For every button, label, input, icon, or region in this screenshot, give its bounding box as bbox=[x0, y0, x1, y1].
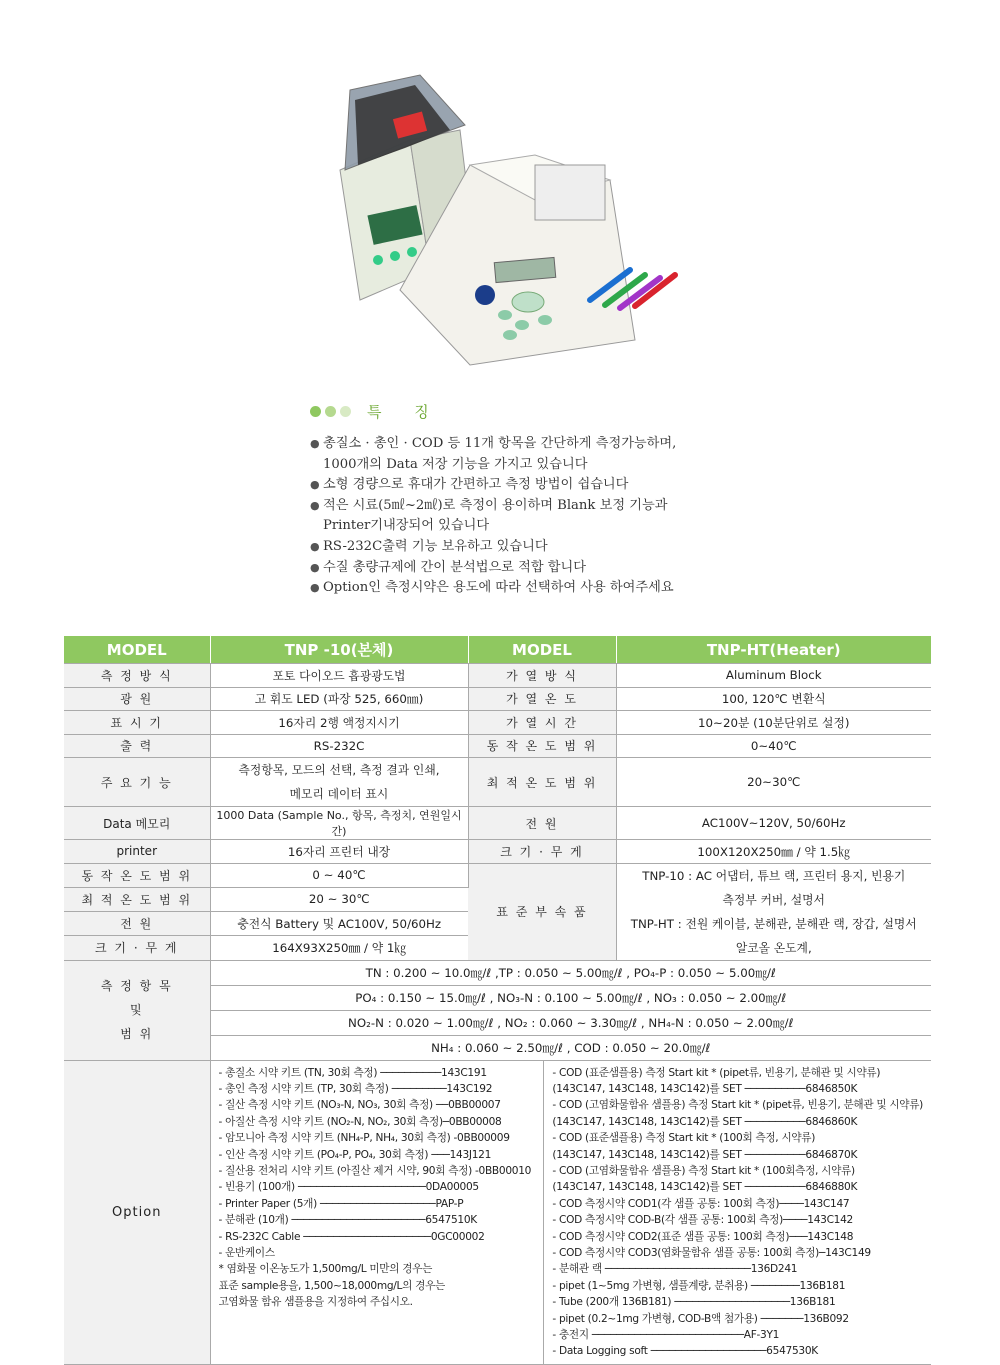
measure-label bbox=[64, 960, 210, 1060]
spec-key: printer bbox=[64, 840, 210, 864]
spec-key: 출 력 bbox=[64, 734, 210, 758]
option-item: (143C147, 143C148, 143C142)를 SET ──────────6846850K bbox=[552, 1082, 858, 1095]
spec-value: Aluminum Block bbox=[616, 664, 931, 688]
option-item: - 분해관 랙 ────────────────────────136D241 bbox=[552, 1263, 798, 1276]
spec-key: 크 기 · 무 게 bbox=[468, 840, 616, 864]
option-item: - COD 측정시약 COD1(각 샘플 공통: 100회 측정)────143C147 bbox=[552, 1197, 850, 1210]
spec-value: 고 휘도 LED (파장 525, 660㎚) bbox=[210, 687, 468, 711]
option-item: - RS-232C Cable ─────────────────────0GC00002 bbox=[218, 1230, 485, 1243]
features-title: 특 징 bbox=[367, 402, 443, 421]
measure-line: TN : 0.200 ~ 10.0㎎/ℓ ,TP : 0.050 ~ 5.00㎎/ℓ , PO₄-P : 0.050 ~ 5.00㎎/ℓ bbox=[211, 961, 932, 986]
option-item: - COD 측정시약 COD-B(각 샘플 공통: 100회 측정)────143C142 bbox=[552, 1214, 853, 1227]
bullet-dot-icon bbox=[340, 406, 351, 417]
accessory-line: TNP-HT : 전원 케이블, 분해관, 분해관 랙, 장갑, 설명서 bbox=[630, 916, 917, 931]
model-label: MODEL bbox=[468, 636, 616, 664]
option-right-list bbox=[544, 1061, 931, 1364]
option-label: Option bbox=[64, 1060, 210, 1364]
spec-key: 최 적 온 도 범 위 bbox=[64, 887, 210, 911]
accessory-line: 측정부 커버, 설명서 bbox=[722, 892, 825, 907]
spec-value: 16자리 2행 액정지시기 bbox=[210, 711, 468, 735]
option-note: * 염화물 이온농도가 1,500mg/L 미만의 경우는 bbox=[218, 1263, 433, 1276]
spec-value-line: 메모리 데이터 표시 bbox=[289, 787, 389, 801]
feature-item: ● 총질소 · 총인 · COD 등 11개 항목을 간단하게 측정가능하며, 1000개의 Data 저장 기능을 가지고 있습니다 bbox=[310, 434, 710, 475]
spec-key: 광 원 bbox=[64, 687, 210, 711]
option-note: 고염화물 함유 샘플용을 지정하여 주십시오. bbox=[218, 1296, 413, 1309]
model-b: TNP-HT(Heater) bbox=[616, 636, 931, 664]
spec-key: 동 작 온 도 범 위 bbox=[64, 863, 210, 887]
spec-key: 가 열 시 간 bbox=[468, 711, 616, 735]
feature-item: ● 소형 경량으로 휴대가 간편하고 측정 방법이 쉽습니다 bbox=[310, 475, 710, 496]
spec-value bbox=[210, 758, 468, 807]
option-item: - COD 측정시약 COD2(표준 샘플 공통: 100회 측정)───143C148 bbox=[552, 1230, 854, 1243]
option-item: - 질산 측정 시약 키트 (NO₃-N, NO₃, 30회 측정) ──0BB00007 bbox=[218, 1099, 501, 1112]
bullet-dot-icon bbox=[310, 406, 321, 417]
option-item: (143C147, 143C148, 143C142)를 SET ──────────6846880K bbox=[552, 1181, 858, 1194]
option-item: - COD (고염화물함유 샘플용) 측정 Start kit * (pipet류, 빈용기, 분해관 및 시약류) bbox=[552, 1099, 923, 1112]
spec-row bbox=[64, 687, 931, 711]
option-item: - 암모니아 측정 시약 키트 (NH₄-P, NH₄, 30회 측정) -0BB00009 bbox=[218, 1132, 510, 1145]
spec-key: 가 열 방 식 bbox=[468, 664, 616, 688]
option-item: - Tube (200개 136B181) ───────────────────136B181 bbox=[552, 1296, 836, 1309]
features-section bbox=[310, 398, 710, 599]
spec-value: 20 ~ 30℃ bbox=[210, 887, 468, 911]
option-item: - 질산용 전처리 시약 키트 (아질산 제거 시약, 90회 측정) -0BB00010 bbox=[218, 1164, 532, 1177]
spec-row bbox=[64, 734, 931, 758]
option-item: - 총인 측정 시약 키트 (TP, 30회 측정) ─────────143C192 bbox=[218, 1082, 493, 1095]
option-item: - 빈용기 (100개) ─────────────────────0DA00005 bbox=[218, 1181, 479, 1194]
option-item: - 충전지 ─────────────────────────AF-3Y1 bbox=[552, 1329, 780, 1341]
measure-ranges bbox=[210, 960, 931, 1060]
measure-label-line: 범 위 bbox=[120, 1027, 154, 1041]
spec-value: 0 ~ 40℃ bbox=[210, 863, 468, 887]
option-item: - 분해관 (10개) ──────────────────────6547510K bbox=[218, 1214, 477, 1227]
spec-value: 0~40℃ bbox=[616, 734, 931, 758]
product-photo bbox=[300, 70, 700, 380]
feature-item: ● Option인 측정시약은 용도에 따라 선택하여 사용 하여주세요 bbox=[310, 578, 710, 599]
spec-key: 동 작 온 도 범 위 bbox=[468, 734, 616, 758]
spec-value: 1000 Data (Sample No., 항목, 측정치, 연원일시간) bbox=[210, 807, 468, 840]
spec-row bbox=[64, 840, 931, 864]
option-note: 표준 sample용을, 1,500~18,000mg/L의 경우는 bbox=[218, 1279, 445, 1292]
option-item: (143C147, 143C148, 143C142)를 SET ──────────6846870K bbox=[552, 1148, 858, 1161]
spec-row bbox=[64, 758, 931, 807]
option-item: - COD (표준샘플용) 측정 Start kit * (100회 측정, 시약류) bbox=[552, 1132, 816, 1145]
spec-row bbox=[64, 711, 931, 735]
measure-line: PO₄ : 0.150 ~ 15.0㎎/ℓ , NO₃-N : 0.100 ~ 5.00㎎/ℓ , NO₃ : 0.050 ~ 2.00㎎/ℓ bbox=[211, 986, 932, 1011]
spec-value: 10~20분 (10분단위로 설정) bbox=[616, 711, 931, 735]
option-left-list bbox=[211, 1061, 545, 1364]
spec-value: 100X120X250㎜ / 약 1.5㎏ bbox=[616, 840, 931, 864]
bullet-dot-icon bbox=[325, 406, 336, 417]
spec-value: 164X93X250㎜ / 약 1㎏ bbox=[210, 936, 468, 960]
spec-row bbox=[64, 664, 931, 688]
spec-value: 20~30℃ bbox=[616, 758, 931, 807]
feature-item: ● 적은 시료(5㎖~2㎖)로 측정이 용이하며 Blank 보정 기능과 Printer기내장되어 있습니다 bbox=[310, 496, 710, 537]
option-item: - 운반케이스 bbox=[218, 1246, 275, 1259]
spec-key: 크 기 · 무 게 bbox=[64, 936, 210, 960]
option-item: - COD (고염화물함유 샘플용) 측정 Start kit * (100회측정, 시약류) bbox=[552, 1164, 855, 1177]
accessory-label: 표 준 부 속 품 bbox=[468, 863, 616, 960]
spec-key: 가 열 온 도 bbox=[468, 687, 616, 711]
option-item: - 인산 측정 시약 키트 (PO₄-P, PO₄, 30회 측정) ───143J121 bbox=[218, 1148, 492, 1161]
spec-key: Data 메모리 bbox=[64, 807, 210, 840]
spec-row bbox=[64, 807, 931, 840]
feature-item: ● 수질 총량규제에 간이 분석법으로 적합 합니다 bbox=[310, 558, 710, 579]
measure-line: NO₂-N : 0.020 ~ 1.00㎎/ℓ , NO₂ : 0.060 ~ 3.30㎎/ℓ , NH₄-N : 0.050 ~ 2.00㎎/ℓ bbox=[211, 1011, 932, 1036]
spec-key: 표 시 기 bbox=[64, 711, 210, 735]
measure-line: NH₄ : 0.060 ~ 2.50㎎/ℓ , COD : 0.050 ~ 20.0㎎/ℓ bbox=[431, 1040, 711, 1055]
spec-value: 포토 다이오드 흡광광도법 bbox=[210, 664, 468, 688]
spec-row bbox=[64, 863, 931, 887]
spec-value: RS-232C bbox=[210, 734, 468, 758]
measure-row bbox=[64, 960, 931, 1060]
feature-item: ● RS-232C출력 기능 보유하고 있습니다 bbox=[310, 537, 710, 558]
option-item: - COD (표준샘플용) 측정 Start kit * (pipet류, 빈용기, 분해관 및 시약류) bbox=[552, 1066, 881, 1079]
option-item: - 아질산 측정 시약 키트 (NO₂-N, NO₂, 30회 측정)─0BB00008 bbox=[218, 1115, 502, 1128]
spec-header-row bbox=[64, 636, 931, 664]
spec-value: 16자리 프린터 내장 bbox=[210, 840, 468, 864]
model-label: MODEL bbox=[64, 636, 210, 664]
option-item: - Data Logging soft ───────────────────6547530K bbox=[552, 1345, 818, 1358]
model-a: TNP -10(본체) bbox=[210, 636, 468, 664]
spec-key: 전 원 bbox=[468, 807, 616, 840]
spec-value: AC100V~120V, 50/60Hz bbox=[616, 807, 931, 840]
features-list bbox=[310, 434, 710, 599]
option-item: - 총질소 시약 키트 (TN, 30회 측정) ──────────143C191 bbox=[218, 1066, 487, 1079]
option-item: - COD 측정시약 COD3(염화물함유 샘플 공통: 100회 측정)─143C149 bbox=[552, 1246, 871, 1259]
accessory-line: 알코올 온도계, bbox=[735, 940, 812, 955]
accessory-line: TNP-10 : AC 어댑터, 튜브 랙, 프린터 용지, 빈용기 bbox=[642, 868, 906, 883]
spec-key: 전 원 bbox=[64, 912, 210, 936]
spec-key: 측 정 방 식 bbox=[64, 664, 210, 688]
option-item: - pipet (0.2~1mg 가변형, COD-B액 첨가용) ───────136B092 bbox=[552, 1312, 849, 1325]
option-item: - pipet (1~5mg 가변형, 샘플계량, 분취용) ────────136B181 bbox=[552, 1279, 846, 1292]
accessory-list bbox=[616, 863, 931, 960]
features-header bbox=[310, 398, 710, 424]
spec-value-line: 측정항목, 모드의 선택, 측정 결과 인쇄, bbox=[238, 763, 440, 777]
spec-key: 최 적 온 도 범 위 bbox=[468, 758, 616, 807]
spec-value: 100, 120℃ 변환식 bbox=[616, 687, 931, 711]
option-content bbox=[210, 1060, 931, 1364]
option-item: (143C147, 143C148, 143C142)를 SET ──────────6846860K bbox=[552, 1115, 858, 1128]
spec-table bbox=[64, 636, 931, 1365]
spec-value: 충전식 Battery 및 AC100V, 50/60Hz bbox=[210, 912, 468, 936]
measure-label-line: 측 정 항 목 bbox=[100, 979, 173, 993]
option-row bbox=[64, 1060, 931, 1364]
spec-key: 주 요 기 능 bbox=[64, 758, 210, 807]
measure-label-line: 및 bbox=[129, 1003, 144, 1017]
option-item: - Printer Paper (5개) ───────────────────PAP-P bbox=[218, 1197, 464, 1210]
